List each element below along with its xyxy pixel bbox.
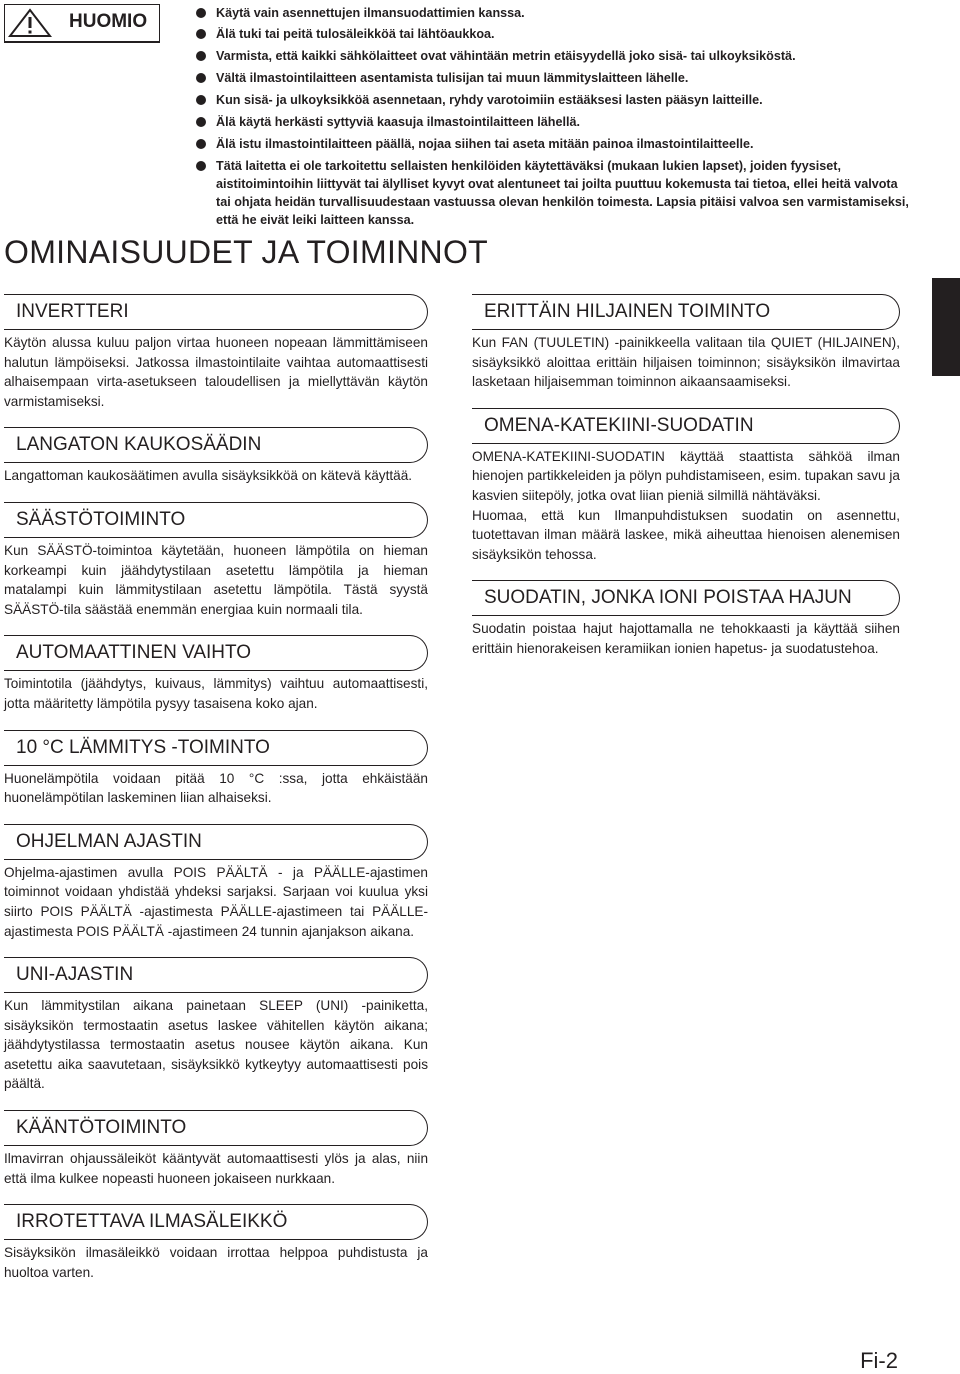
left-column [4, 294, 428, 1298]
page-number: Fi-2 [860, 1348, 898, 1373]
section-title: INVERTTERI [16, 301, 129, 322]
section-header [4, 427, 428, 463]
warning-item: Älä tuki tai peitä tulosäleikköä tai lähtöaukkoa. [196, 25, 912, 43]
section-auto-changeover [4, 635, 428, 713]
section-inverter [4, 294, 428, 411]
section-title: IRROTETTAVA ILMASÄLEIKKÖ [16, 1211, 288, 1233]
section-body: Kun SÄÄSTÖ-toimintoa käytetään, huoneen lämpötila on hieman korkeampi kuin jäähdytystilaan asetettu lämpötila ja hieman matalampi kuin lämmitystilaan asetettu lämpötila. Tästä syystä SÄÄSTÖ-tila säästää enemmän energiaa kuin normaali tila. [4, 542, 428, 617]
section-body: Toimintotila (jäähdytys, kuivaus, lämmitys) vaihtuu automaattisesti, jotta määritetty lämpötila pysyy tasaisena koko ajan. [4, 676, 428, 711]
section-title: OMENA-KATEKIINI-SUODATIN [484, 414, 754, 436]
warning-item: Tätä laitetta ei ole tarkoitettu sellaisten henkilöiden käytettäväksi (mukaan lukien lapset), joiden fyysiset, aistitoimintoihin liittyvät tai älylliset kyvyt ovat alentuneet tai joilta puuttuu kokemusta tai tietoa, ellei heitä valvota tai ohjata heidän turvallisuudestaan vastuussa olevan henkilön toimesta. Lapsia pitäisi valvoa sen varmistamiseksi, että he eivät leiki laitteen kanssa. [196, 157, 912, 229]
section-header [4, 824, 428, 860]
warning-label: HUOMIO [69, 11, 148, 32]
section-body: Sisäyksikön ilmasäleikkö voidaan irrottaa helppoa puhdistusta ja huoltoa varten. [4, 1245, 428, 1280]
section-economy [4, 502, 428, 619]
section-sleep-timer [4, 957, 428, 1094]
section-super-quiet [472, 294, 900, 392]
section-body: Suodatin poistaa hajut hajottamalla ne tehokkaasti ja käyttää siihen erittäin hienorakeisen keramiikan ionien hapetus- ja suodatustehoa. [472, 621, 900, 656]
section-body: OMENA-KATEKIINI-SUODATIN käyttää staattista sähköä ilman hienojen partikkeleiden ja pölyn puhdistamiseen, esim. tupakan savu ja kasvien siitepöly, jotka ovat liian pieniä silmillä nähtäväksi. [472, 448, 900, 503]
section-body: Kun FAN (TUULETIN) -painikkeella valitaan tila QUIET (HILJAINEN), sisäyksikkö aloittaa erittäin hiljaisen toiminnon; sisäyksikön ilmavirtaa lasketaan hiljaisemman toiminnon aikaansaamiseksi. [472, 335, 900, 390]
section-title: LANGATON KAUKOSÄÄDIN [16, 434, 262, 456]
page-title: OMINAISUUDET JA TOIMINNOT [4, 234, 488, 270]
warning-item: Älä käytä herkästi syttyviä kaasuja ilmastointilaitteen lähellä. [196, 113, 912, 131]
section-apple-catechin-filter [472, 408, 900, 565]
section-header [4, 1204, 428, 1240]
warning-item: Kun sisä- ja ulkoyksikköä asennetaan, ryhdy varotoimiin estääksesi lasten pääsyn laitteille. [196, 91, 912, 109]
section-title: UNI-AJASTIN [16, 964, 134, 986]
section-header [4, 502, 428, 538]
section-title: OHJELMAN AJASTIN [16, 830, 202, 852]
side-tab-marker [932, 278, 960, 376]
section-title: SUODATIN, JONKA IONI POISTAA HAJUN [484, 587, 852, 609]
warning-item: Varmista, että kaikki sähkölaitteet ovat vähintään metrin etäisyydellä joko sisä- tai ulkoyksiköstä. [196, 47, 912, 65]
section-header [4, 730, 428, 766]
warning-list [196, 4, 912, 233]
section-title: AUTOMAATTINEN VAIHTO [16, 642, 252, 664]
section-10c-heating [4, 730, 428, 808]
section-header [4, 635, 428, 671]
section-body-note: Huomaa, että kun Ilmanpuhdistuksen suodatin on asennettu, tuotettavan ilman määrä laskee, mikä aiheuttaa hienoisen alenemisen sisäyksikön tehossa. [472, 507, 900, 562]
section-header [472, 408, 900, 444]
section-title: 10 °C LÄMMITYS -TOIMINTO [16, 736, 270, 758]
section-removable-grille [4, 1204, 428, 1282]
section-ion-deodorizing-filter [472, 580, 900, 658]
right-column [472, 294, 900, 675]
section-program-timer [4, 824, 428, 941]
section-title: SÄÄSTÖTOIMINTO [16, 508, 186, 530]
section-title: KÄÄNTÖTOIMINTO [16, 1117, 187, 1139]
warning-item: Käytä vain asennettujen ilmansuodattimien kanssa. [196, 4, 912, 22]
warning-triangle-icon [8, 8, 52, 38]
section-wireless-remote [4, 427, 428, 486]
section-header [4, 957, 428, 993]
section-header [472, 580, 900, 616]
section-body: Käytön alussa kuluu paljon virtaa huoneen nopeaan lämmittämiseen halutun lämpöiseksi. Jatkossa ilmastointilaite vaihtaa automaattisesti alhaisempaan virta-asetukseen taloudellisen ja miellyttävän käytön varmistamiseksi. [4, 335, 428, 409]
section-body: Ilmavirran ohjaussäleiköt kääntyvät automaattisesti ylös ja alas, niin että ilma kulkee nopeasti huoneen jokaiseen nurkkaan. [4, 1151, 428, 1186]
section-swing [4, 1110, 428, 1188]
section-header [472, 294, 900, 330]
warning-item: Älä istu ilmastointilaitteen päällä, nojaa siihen tai aseta mitään painoa ilmastointilaitteelle. [196, 135, 912, 153]
section-header [4, 1110, 428, 1146]
section-body: Langattoman kaukosäätimen avulla sisäyksikköä on kätevä käyttää. [4, 468, 413, 484]
section-header [4, 294, 428, 330]
section-title: ERITTÄIN HILJAINEN TOIMINTO [484, 301, 771, 322]
warning-item: Vältä ilmastointilaitteen asentamista tulisijan tai muun lämmityslaitteen lähelle. [196, 69, 912, 87]
section-body: Ohjelma-ajastimen avulla POIS PÄÄLTÄ - ja PÄÄLLE-ajastimen toiminnot voidaan yhdistää yhdeksi sarjaksi. Sarjaan voi kuulua yksi siirto POIS PÄÄLTÄ -ajastimesta PÄÄLLE-ajastimeen tai PÄÄLLE-ajastimesta POIS PÄÄLTÄ -ajastimeen 24 tunnin ajanjakson aikana. [4, 864, 428, 939]
section-body: Kun lämmitystilan aikana painetaan SLEEP (UNI) -painiketta, sisäyksikön termostaatin asetus laskee vähitellen käytön aikana; jäähdytystilassa termostaatin asetus nousee käytön aikana. Kun asetettu aika saavutetaan, sisäyksikkö kytkeytyy automaattisesti pois päältä. [4, 998, 428, 1092]
section-body: Huonelämpötila voidaan pitää 10 °C :ssa, jotta ehkäistään huonelämpötilan laskeminen liian alhaiseksi. [4, 770, 428, 806]
warning-box [4, 4, 160, 43]
